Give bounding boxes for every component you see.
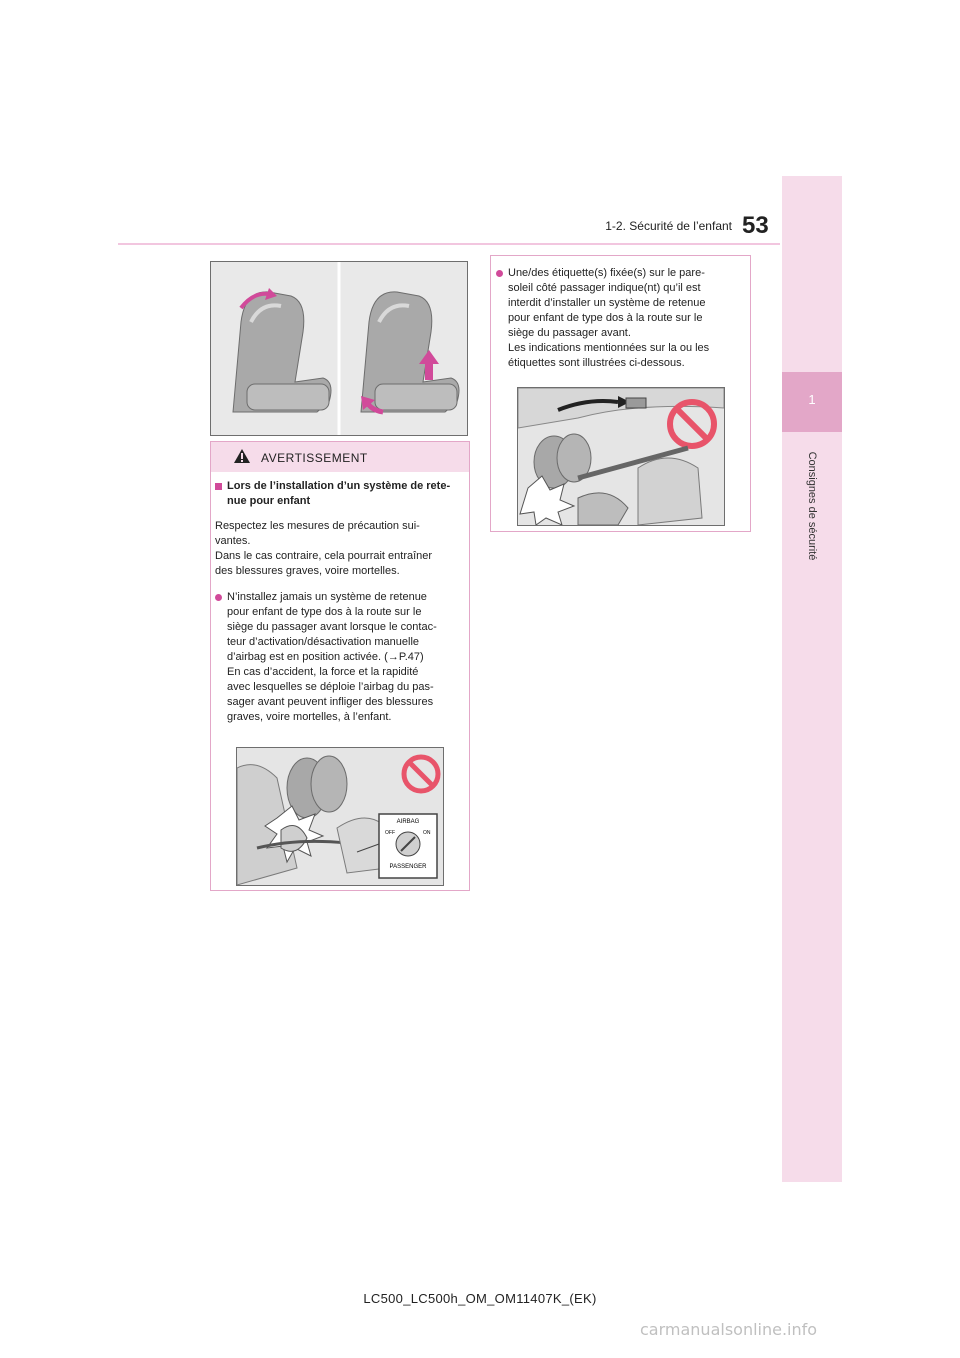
- warning-heading-line-2: nue pour enfant: [227, 495, 311, 507]
- warning-intro-line: des blessures graves, voire mortelles.: [215, 565, 400, 577]
- airbag-switch-illustration: [236, 747, 444, 886]
- note-line: interdit d’installer un système de retenue: [508, 297, 706, 309]
- warning-heading-line-1: Lors de l’installation d’un système de rete-: [227, 480, 451, 492]
- warning-intro-line: Respectez les mesures de précaution sui-: [215, 520, 420, 532]
- warning-bullet-line: siège du passager avant lorsque le contac-: [227, 621, 437, 633]
- chapter-label: Consignes de sécurité: [806, 451, 818, 561]
- note-bullet: [496, 270, 503, 277]
- warning-intro-line: vantes.: [215, 535, 251, 547]
- switch-on-label: ON: [423, 830, 431, 836]
- chapter-side-tab: [782, 176, 842, 1182]
- heading-bullet: [215, 483, 222, 490]
- warning-bullet-line: d’airbag est en position activée. (→P.47): [227, 651, 424, 663]
- header-divider: [118, 243, 780, 245]
- warning-box: [210, 441, 470, 891]
- warning-bullet-line: teur d’activation/désactivation manuelle: [227, 636, 420, 648]
- note-line: Les indications mentionnées sur la ou les: [508, 342, 710, 354]
- sunvisor-label-note: [490, 255, 751, 532]
- note-line: siège du passager avant.: [508, 327, 631, 339]
- note-line: Une/des étiquette(s) fixée(s) sur le pare-: [508, 267, 705, 279]
- warning-bullet-line: graves, voire mortelles, à l’enfant.: [227, 711, 392, 723]
- note-line: pour enfant de type dos à la route sur le: [508, 312, 703, 324]
- note-line: soleil côté passager indique(nt) qu’il est: [508, 282, 701, 294]
- page-number: 53: [742, 212, 769, 239]
- sunvisor-label-illustration: [517, 387, 725, 526]
- warning-title: AVERTISSEMENT: [261, 451, 368, 465]
- warning-intro-line: Dans le cas contraire, cela pourrait entraîner: [215, 550, 433, 562]
- warning-bullet-line: En cas d’accident, la force et la rapidité: [227, 666, 419, 678]
- watermark: carmanualsonline.info: [640, 1320, 818, 1339]
- warning-bullet-line: pour enfant de type dos à la route sur le: [227, 606, 422, 618]
- section-title: 1-2. Sécurité de l’enfant: [605, 219, 732, 233]
- warning-bullet-line: sager avant peuvent infliger des blessures: [227, 696, 434, 708]
- switch-label-passenger: PASSENGER: [389, 864, 427, 870]
- warning-triangle-icon: [233, 448, 251, 469]
- warning-bullet: [215, 594, 222, 601]
- warning-bullet-line: avec lesquelles se déploie l’airbag du pas-: [227, 681, 434, 693]
- switch-label-airbag: AIRBAG: [396, 819, 420, 825]
- switch-off-label: OFF: [385, 830, 395, 836]
- warning-bullet-line: N’installez jamais un système de retenue: [227, 591, 427, 603]
- document-code: LC500_LC500h_OM_OM11407K_(EK): [363, 1291, 597, 1306]
- chapter-number: 1: [808, 392, 816, 407]
- seat-adjustment-illustration: [210, 261, 468, 436]
- note-line: étiquettes sont illustrées ci-dessous.: [508, 357, 685, 369]
